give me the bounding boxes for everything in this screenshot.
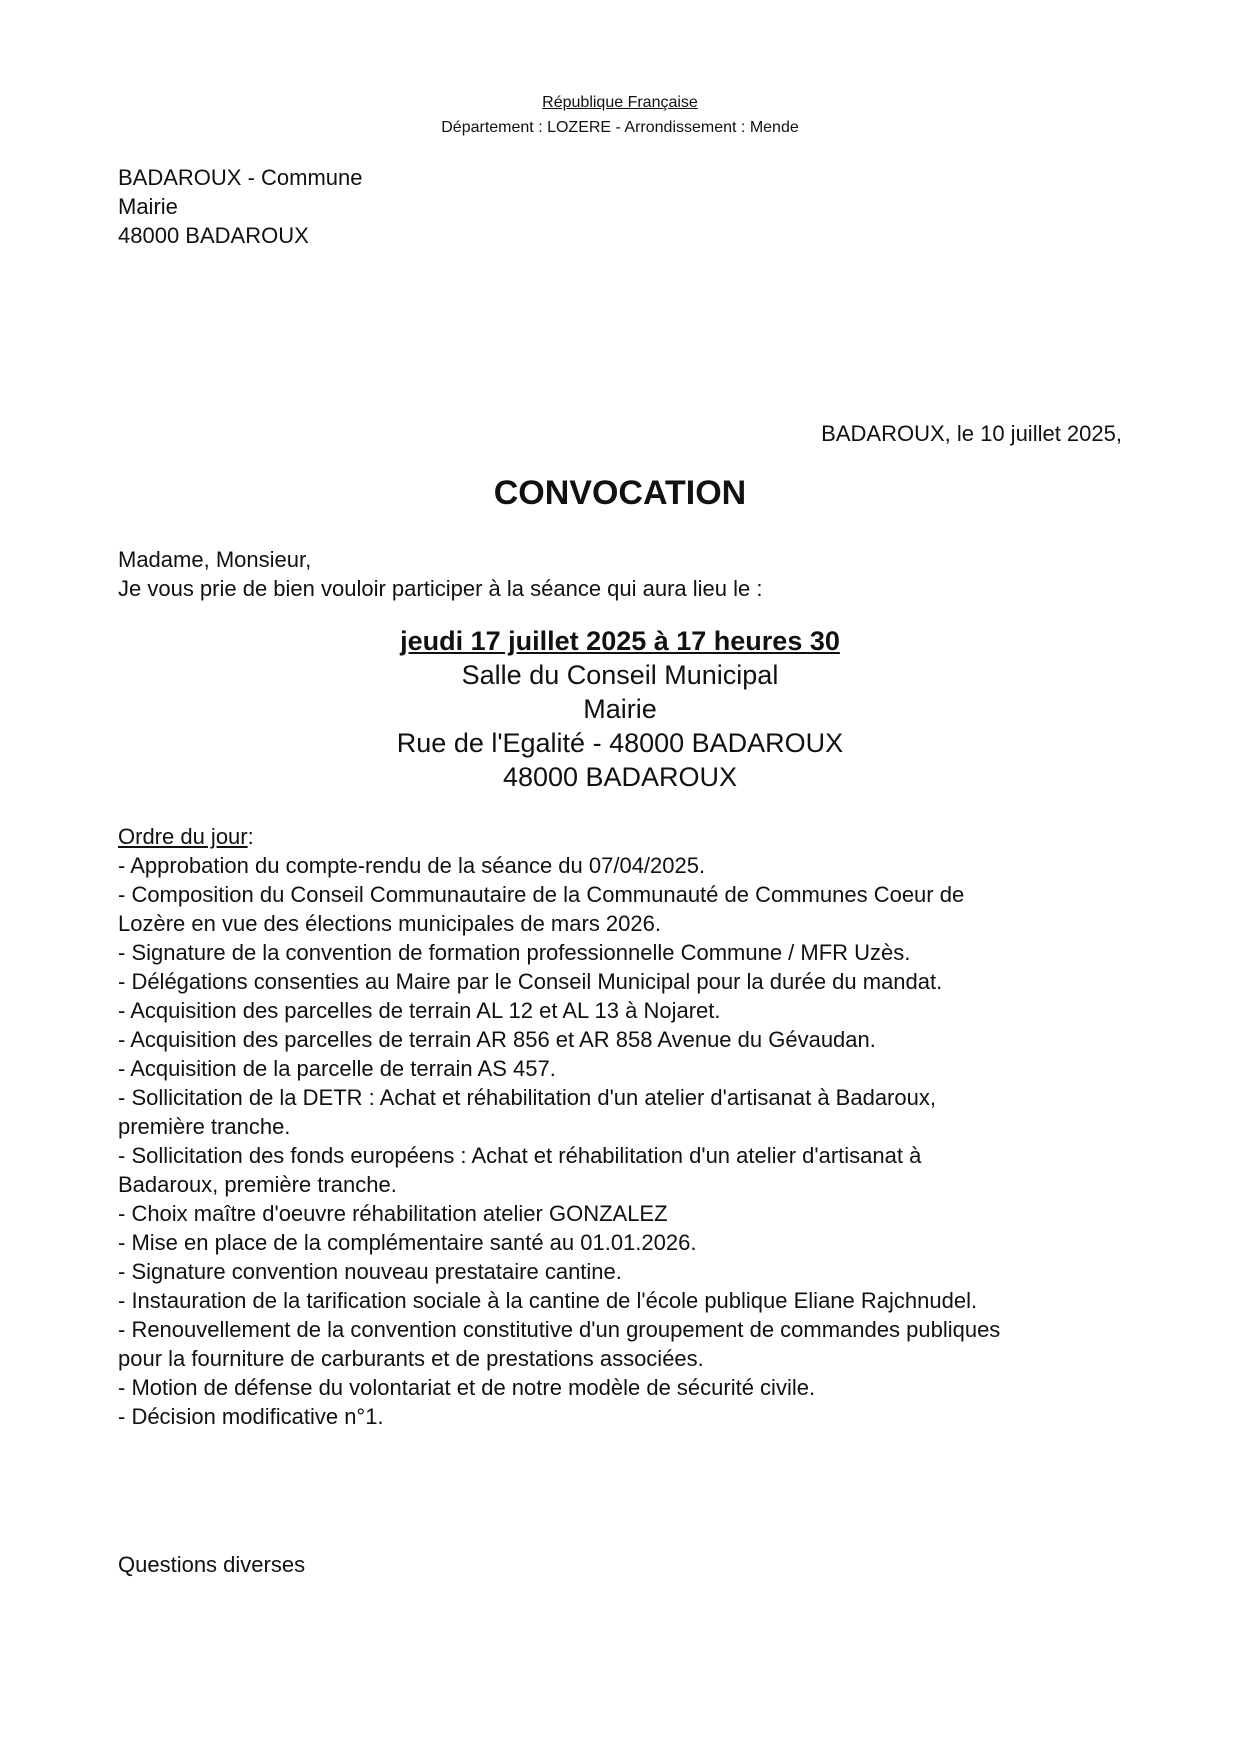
greeting <box>118 545 763 603</box>
agenda-item-line: pour la fourniture de carburants et de prestations associées. <box>118 1346 704 1371</box>
invitation-text: Je vous prie de bien vouloir participer à la séance qui aura lieu le : <box>118 576 763 601</box>
meeting-datetime: jeudi 17 juillet 2025 à 17 heures 30 <box>400 626 840 656</box>
department-line: Département : LOZERE - Arrondissement : Mende <box>441 119 799 136</box>
questions-diverses: Questions diverses <box>118 1552 306 1577</box>
agenda-item-line: première tranche. <box>118 1114 291 1139</box>
agenda <box>118 822 1128 1431</box>
agenda-item-line: - Signature de la convention de formation professionnelle Commune / MFR Uzès. <box>118 940 911 965</box>
agenda-item-line: - Mise en place de la complémentaire santé au 01.01.2026. <box>118 1230 697 1255</box>
sender-line-mairie: Mairie <box>118 194 178 219</box>
meeting-details <box>0 624 1240 794</box>
salutation: Madame, Monsieur, <box>118 547 312 572</box>
agenda-item-line: - Choix maître d'oeuvre réhabilitation atelier GONZALEZ <box>118 1201 668 1226</box>
agenda-item-line: - Acquisition des parcelles de terrain AR 856 et AR 858 Avenue du Gévaudan. <box>118 1027 876 1052</box>
meeting-room: Salle du Conseil Municipal <box>461 660 779 690</box>
republic-heading: République Française <box>542 94 698 111</box>
meeting-building: Mairie <box>583 694 657 724</box>
agenda-item-line: - Sollicitation des fonds européens : Achat et réhabilitation d'un atelier d'artisanat à <box>118 1143 922 1168</box>
agenda-item-line: Lozère en vue des élections municipales de mars 2026. <box>118 911 661 936</box>
sender-line-commune: BADAROUX - Commune <box>118 165 363 190</box>
agenda-item-line: Badaroux, première tranche. <box>118 1172 397 1197</box>
agenda-item-line: - Signature convention nouveau prestataire cantine. <box>118 1259 622 1284</box>
agenda-item-line: - Motion de défense du volontariat et de notre modèle de sécurité civile. <box>118 1375 816 1400</box>
agenda-item-line: - Sollicitation de la DETR : Achat et réhabilitation d'un atelier d'artisanat à Badaroux, <box>118 1085 936 1110</box>
meeting-city: 48000 BADAROUX <box>502 762 738 792</box>
meeting-street: Rue de l'Egalité - 48000 BADAROUX <box>396 728 844 758</box>
agenda-item-line: - Décision modificative n°1. <box>118 1404 384 1429</box>
agenda-title-text: Ordre du jour <box>118 824 248 849</box>
agenda-item-line: - Instauration de la tarification sociale à la cantine de l'école publique Eliane Rajchnudel. <box>118 1288 978 1313</box>
agenda-item-line: - Délégations consenties au Maire par le Conseil Municipal pour la durée du mandat. <box>118 969 943 994</box>
document-header <box>0 90 1240 140</box>
agenda-item-line: - Composition du Conseil Communautaire de la Communauté de Communes Coeur de <box>118 882 965 907</box>
place-date-line: BADAROUX, le 10 juillet 2025, <box>821 421 1122 446</box>
agenda-item-line: - Acquisition de la parcelle de terrain AS 457. <box>118 1056 556 1081</box>
sender-address <box>118 163 363 250</box>
agenda-item-line: - Acquisition des parcelles de terrain AL 12 et AL 13 à Nojaret. <box>118 998 721 1023</box>
agenda-title-colon: : <box>247 824 254 849</box>
agenda-title <box>118 822 1128 851</box>
sender-line-postcode: 48000 BADAROUX <box>118 223 309 248</box>
agenda-item-line: - Renouvellement de la convention constitutive d'un groupement de commandes publiques <box>118 1317 1001 1342</box>
agenda-item-line: - Approbation du compte-rendu de la séance du 07/04/2025. <box>118 853 706 878</box>
document-title: CONVOCATION <box>493 474 747 512</box>
agenda-list <box>118 851 1128 1431</box>
